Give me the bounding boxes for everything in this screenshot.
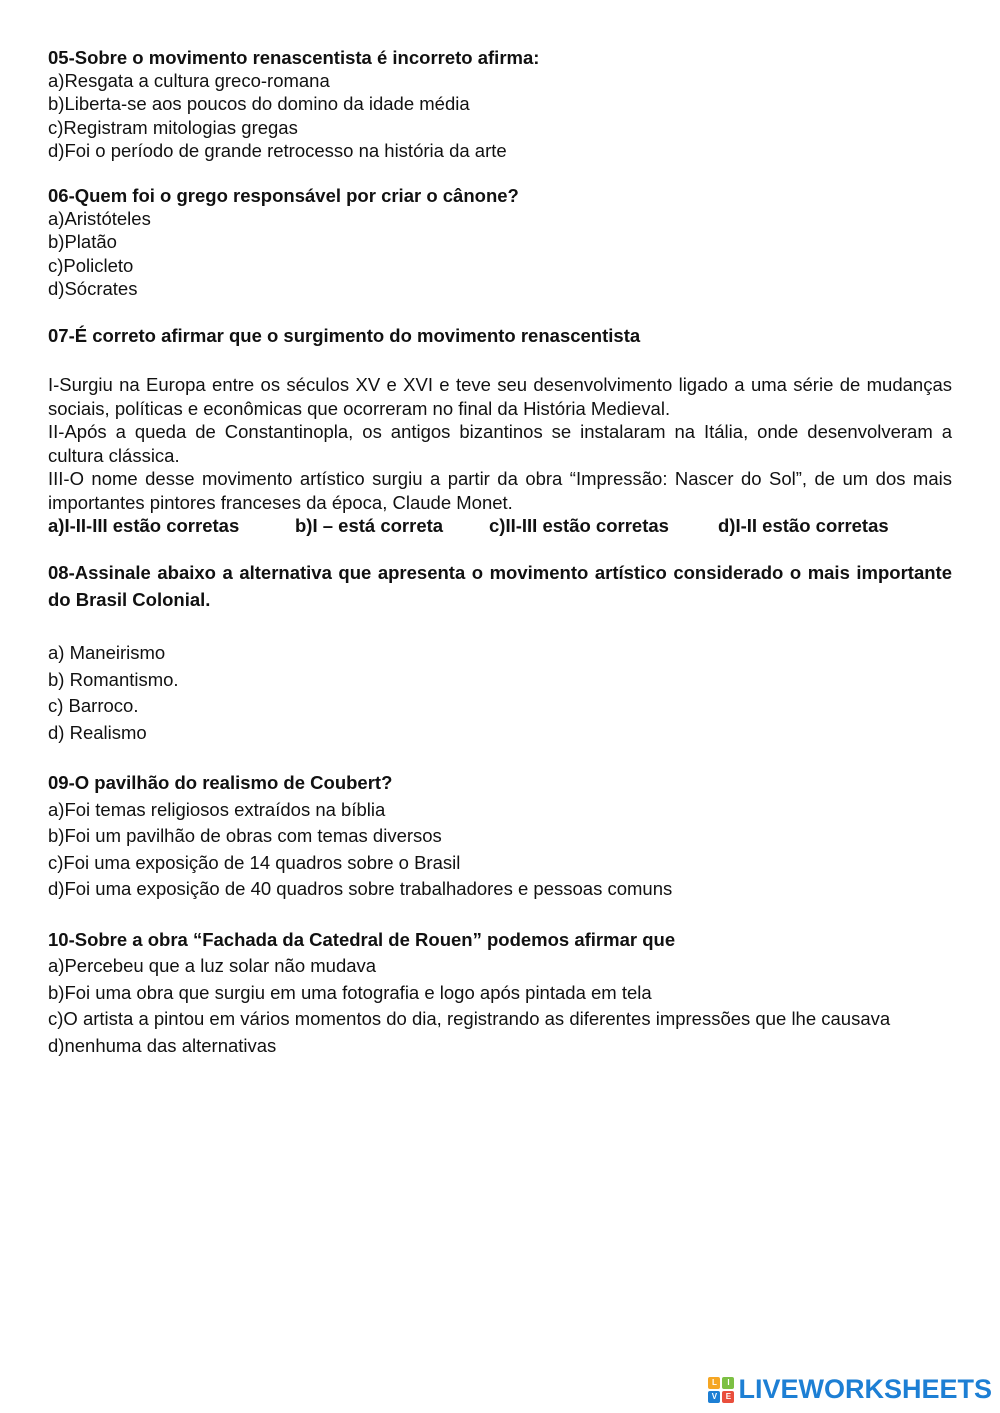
- logo-mark-icon: [708, 1377, 734, 1403]
- statement-ii: II-Após a queda de Constantinopla, os antigos bizantinos se instalaram na Itália, onde desenvolveram a cultura clássica.: [48, 421, 952, 466]
- question-title: 08-Assinale abaixo a alternativa que apresenta o movimento artístico considerado o mais importante do Brasil Colonial.: [48, 562, 952, 611]
- option-d[interactable]: d)Sócrates: [48, 278, 138, 300]
- question-05: [48, 46, 952, 162]
- question-title: 06-Quem foi o grego responsável por criar o cânone?: [48, 185, 519, 207]
- statement-i: I-Surgiu na Europa entre os séculos XV e XVI e teve seu desenvolvimento ligado a uma série de mudanças sociais, políticas e econômicas que ocorreram no final da História Medieval.: [48, 374, 952, 419]
- option-a[interactable]: a) Maneirismo: [48, 642, 166, 664]
- option-c[interactable]: c)Registram mitologias gregas: [48, 116, 298, 138]
- option-c[interactable]: c)Policleto: [48, 254, 134, 276]
- question-09: [48, 770, 952, 903]
- option-a[interactable]: a)Percebeu que a luz solar não mudava: [48, 955, 377, 977]
- question-title: 09-O pavilhão do realismo de Coubert?: [48, 772, 393, 794]
- question-title: 07-É correto afirmar que o surgimento do movimento renascentista: [48, 325, 641, 347]
- logo-mark-cell: L: [708, 1377, 720, 1389]
- option-b[interactable]: b)Foi uma obra que surgiu em uma fotografia e logo após pintada em tela: [48, 981, 652, 1003]
- question-07: [48, 324, 952, 537]
- question-title: 05-Sobre o movimento renascentista é incorreto afirma:: [48, 47, 540, 68]
- question-title: 10-Sobre a obra “Fachada da Catedral de Rouen” podemos afirmar que: [48, 928, 676, 950]
- option-c[interactable]: c)II-III estão corretas: [489, 515, 669, 537]
- option-b[interactable]: b)Liberta-se aos poucos do domino da idade média: [48, 93, 470, 115]
- option-d[interactable]: d)Foi o período de grande retrocesso na história da arte: [48, 139, 507, 161]
- liveworksheets-logo: [708, 1374, 992, 1405]
- question-06: [48, 184, 952, 300]
- logo-mark-cell: I: [722, 1377, 734, 1389]
- option-a[interactable]: a)Resgata a cultura greco-romana: [48, 70, 330, 91]
- option-b[interactable]: b) Romantismo.: [48, 668, 179, 690]
- option-d[interactable]: d) Realismo: [48, 721, 147, 743]
- question-08: [48, 559, 952, 746]
- logo-text: LIVEWORKSHEETS: [738, 1374, 992, 1404]
- option-c[interactable]: c)Foi uma exposição de 14 quadros sobre o Brasil: [48, 851, 461, 873]
- option-b[interactable]: b)I – está correta: [295, 515, 444, 537]
- option-d[interactable]: d)I-II estão corretas: [718, 515, 889, 537]
- logo-mark-cell: V: [708, 1391, 720, 1403]
- answer-row: [48, 514, 952, 537]
- option-d[interactable]: d)Foi uma exposição de 40 quadros sobre trabalhadores e pessoas comuns: [48, 878, 673, 900]
- option-d[interactable]: d)nenhuma das alternativas: [48, 1034, 277, 1056]
- question-10: [48, 927, 952, 1060]
- option-a[interactable]: a)Aristóteles: [48, 208, 151, 230]
- statement-iii: III-O nome desse movimento artístico surgiu a partir da obra “Impressão: Nascer do Sol”, de um dos mais importantes pintores franceses da época, Claude Monet.: [48, 468, 952, 513]
- option-a[interactable]: a)Foi temas religiosos extraídos na bíblia: [48, 798, 386, 820]
- option-b[interactable]: b)Foi um pavilhão de obras com temas diversos: [48, 825, 442, 847]
- logo-mark-cell: E: [722, 1391, 734, 1403]
- worksheet-page: [48, 46, 952, 1081]
- option-b[interactable]: b)Platão: [48, 231, 117, 253]
- option-a[interactable]: a)I-II-III estão corretas: [48, 515, 240, 537]
- option-c[interactable]: c)O artista a pintou em vários momentos do dia, registrando as diferentes impressões que lhe causava: [48, 1008, 891, 1030]
- option-c[interactable]: c) Barroco.: [48, 695, 139, 717]
